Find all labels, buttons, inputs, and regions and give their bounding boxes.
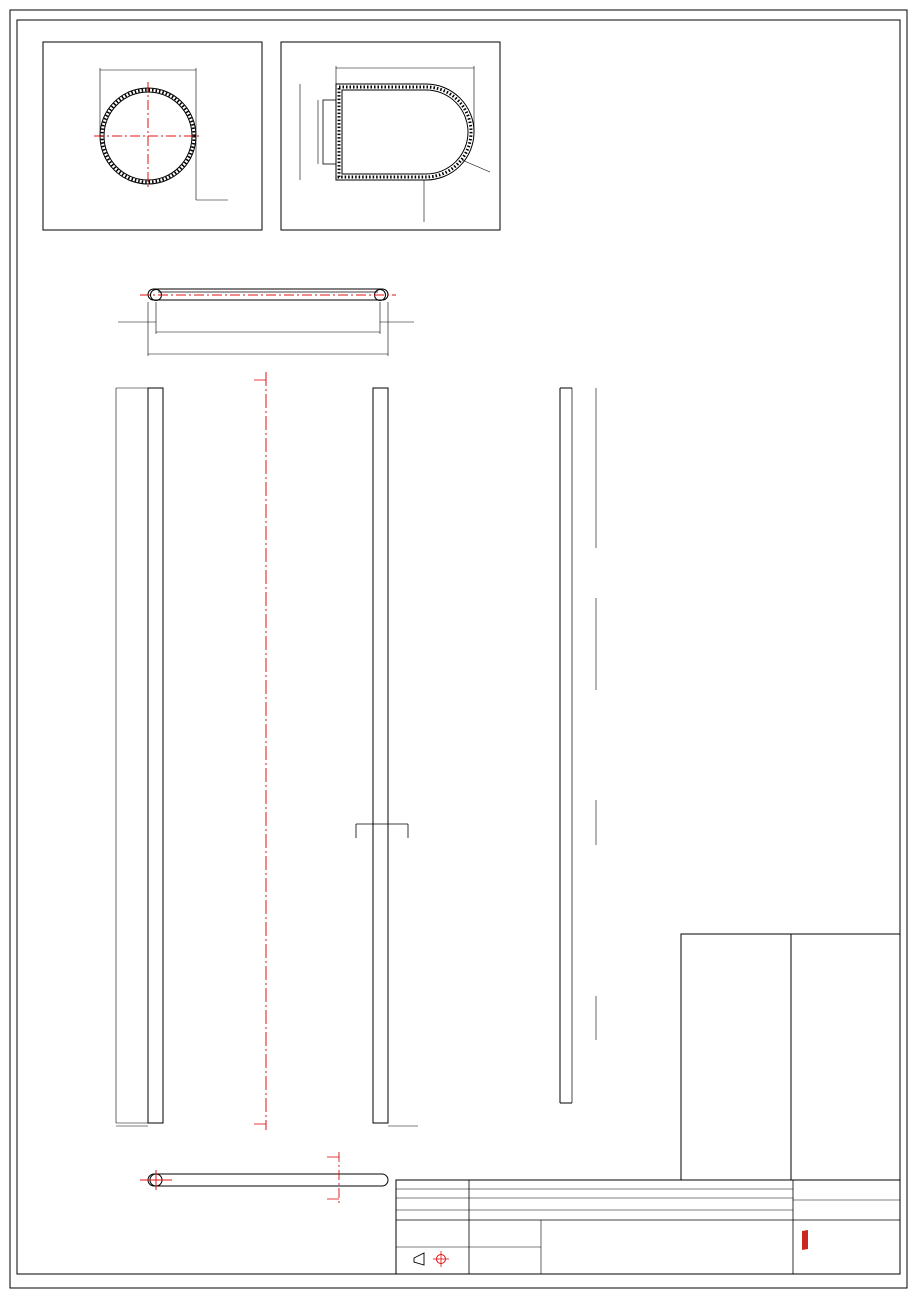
profile-radius-leader <box>462 160 490 172</box>
left-collector <box>148 388 163 1123</box>
profile-wall-hatch <box>339 87 471 177</box>
bottom-bar-body <box>148 1174 388 1186</box>
section-b-b <box>43 42 262 230</box>
right-collector <box>373 388 388 1123</box>
title-block <box>396 1180 900 1274</box>
title-block-frame <box>396 1180 900 1274</box>
profile-inner-tab <box>323 100 336 164</box>
lazzarini-logo <box>802 1230 808 1250</box>
profile-cut-frame <box>281 42 500 230</box>
profile-inner <box>342 90 468 174</box>
logo-mark-icon <box>802 1230 808 1250</box>
side-view <box>560 388 596 1103</box>
profile-outer <box>336 84 474 180</box>
section-c-c <box>281 42 500 230</box>
top-view <box>118 289 414 356</box>
size-table <box>681 934 900 1182</box>
bottom-view <box>140 1152 388 1204</box>
front-view <box>116 372 418 1130</box>
